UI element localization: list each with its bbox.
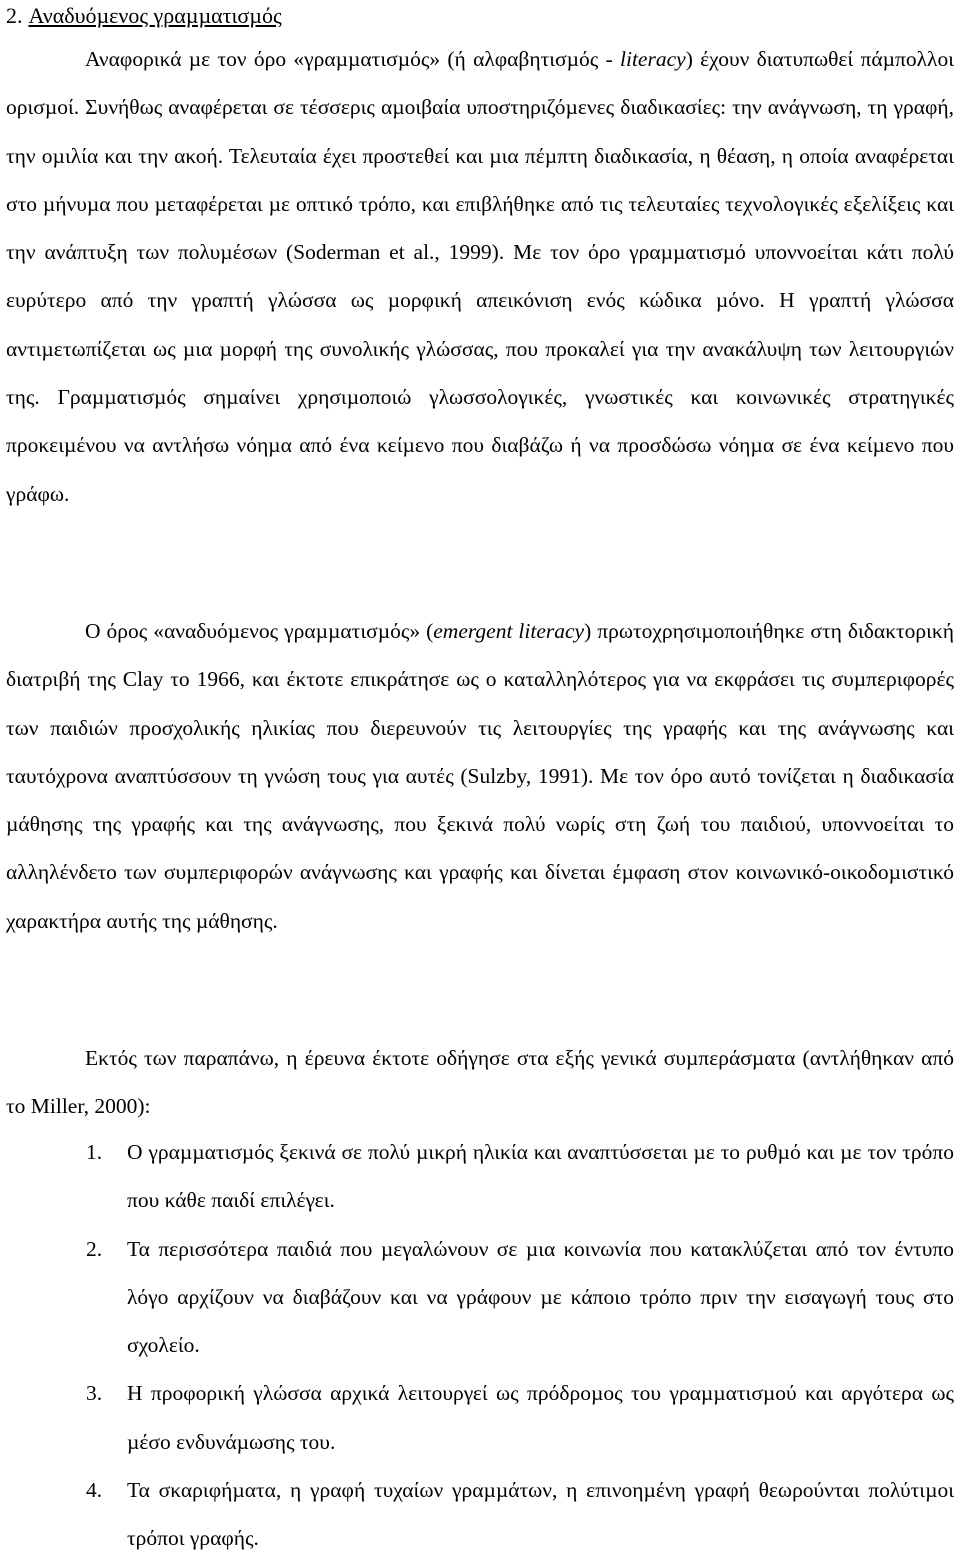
italic-term: literacy [620, 47, 686, 71]
section-heading [6, 2, 282, 30]
list-item [6, 1225, 954, 1370]
paragraph-text: ) έχουν διατυπωθεί πάµπολλοι ορισµοί. Συνήθως αναφέρεται σε τέσσερις αµοιβαία υποστηριζόµενες διαδικασίες: την ανάγνωση, τη γραφή, την οµιλία και την ακοή. Τελευταία έχει προστεθεί και µια πέµπτη διαδικασία, η θέαση, η οποία αναφέρεται στο µήνυµα που µεταφέρεται µε οπτικό τρόπο, και επιβλήθηκε από τις τελευταίες τεχνολογικές εξελίξεις και την ανάπτυξη των πολυµέσων (Soderman et al., 1999). Με τον όρο γραµµατισµό υποννοείται κάτι πολύ ευρύτερο από την γραπτή γλώσσα ως µορφική απεικόνιση ενός κώδικα µόνο. Η γραπτή γλώσσα αντιµετωπίζεται ως µια µορφή της συνολικής γλώσσας, που προκαλεί για την ανακάλυψη των λειτουργιών της. Γραµµατισµός σηµαίνει χρησιµοποιώ γλωσσολογικές, γνωστικές και κοινωνικές στρατηγικές προκειµένου να αντλήσω νόηµα από ένα κείµενο που διαβάζω ή να προσδώσω νόηµα σε ένα κείµενο που γράφω. [6, 47, 954, 506]
paragraph-conclusions-intro [6, 1034, 954, 1131]
list-item [6, 1128, 954, 1225]
list-item [6, 1369, 954, 1466]
list-marker: 1. [86, 1140, 103, 1164]
paragraph-text: Εκτός των παραπάνω, η έρευνα έκτοτε οδήγησε στα εξής γενικά συµπεράσµατα (αντλήθηκαν από το Miller, 2000): [6, 1046, 954, 1119]
section-number: 2. [6, 3, 23, 28]
paragraph-literacy-definition [6, 35, 954, 518]
list-marker: 3. [86, 1381, 103, 1406]
conclusions-list [6, 1128, 954, 1563]
list-item-text: Ο γραµµατισµός ξεκινά σε πολύ µικρή ηλικία και αναπτύσσεται µε το ρυθµό και µε τον τρόπο που κάθε παιδί επιλέγει. [127, 1140, 954, 1213]
paragraph-emergent-literacy [6, 607, 954, 945]
list-item-text: Η προφορική γλώσσα αρχικά λειτουργεί ως πρόδροµος του γραµµατισµού και αργότερα ως µέσο ενδυνάµωσης του. [127, 1381, 954, 1454]
paragraph-text: ) πρωτοχρησιµοποιήθηκε στη διδακτορική διατριβή της Clay το 1966, και έκτοτε επικράτησε ως ο καταλληλότερος για να εκφράσει τις συµπεριφορές των παιδιών προσχολικής ηλικίας που διερευνούν τις λειτουργίες της γραφής και της ανάγνωσης και ταυτόχρονα αναπτύσσουν τη γνώση τους για αυτές (Sulzby, 1991). Με τον όρο αυτό τονίζεται η διαδικασία µάθησης της γραφής και της ανάγνωσης, που ξεκινά πολύ νωρίς στη ζωή του παιδιού, υποννοείται το αλληλένδετο των συµπεριφορών ανάγνωσης και γραφής και δίνεται έµφαση στον κοινωνικό-οικοδοµιστικό χαρακτήρα αυτής της µάθησης. [6, 619, 955, 933]
italic-term: emergent literacy [433, 619, 585, 643]
list-marker: 4. [86, 1478, 103, 1503]
list-marker: 2. [86, 1236, 103, 1261]
paragraph-text: Αναφορικά µε τον όρο «γραµµατισµός» (ή αλφαβητισµός - [85, 47, 621, 71]
section-title: Αναδυόµενος γραµµατισµός [28, 3, 282, 28]
paragraph-text: Ο όρος «αναδυόµενος γραµµατισµός» ( [85, 619, 434, 643]
list-item [6, 1466, 954, 1563]
list-item-text: Τα περισσότερα παιδιά που µεγαλώνουν σε µια κοινωνία που κατακλύζεται από τον έντυπο λόγο αρχίζουν να διαβάζουν και να γράφουν µε κάποιο τρόπο πριν την εισαγωγή τους στο σχολείο. [127, 1236, 954, 1358]
list-item-text: Τα σκαριφήµατα, η γραφή τυχαίων γραµµάτων, η επινοηµένη γραφή θεωρούνται πολύτιµοι τρόποι γραφής. [127, 1478, 954, 1551]
